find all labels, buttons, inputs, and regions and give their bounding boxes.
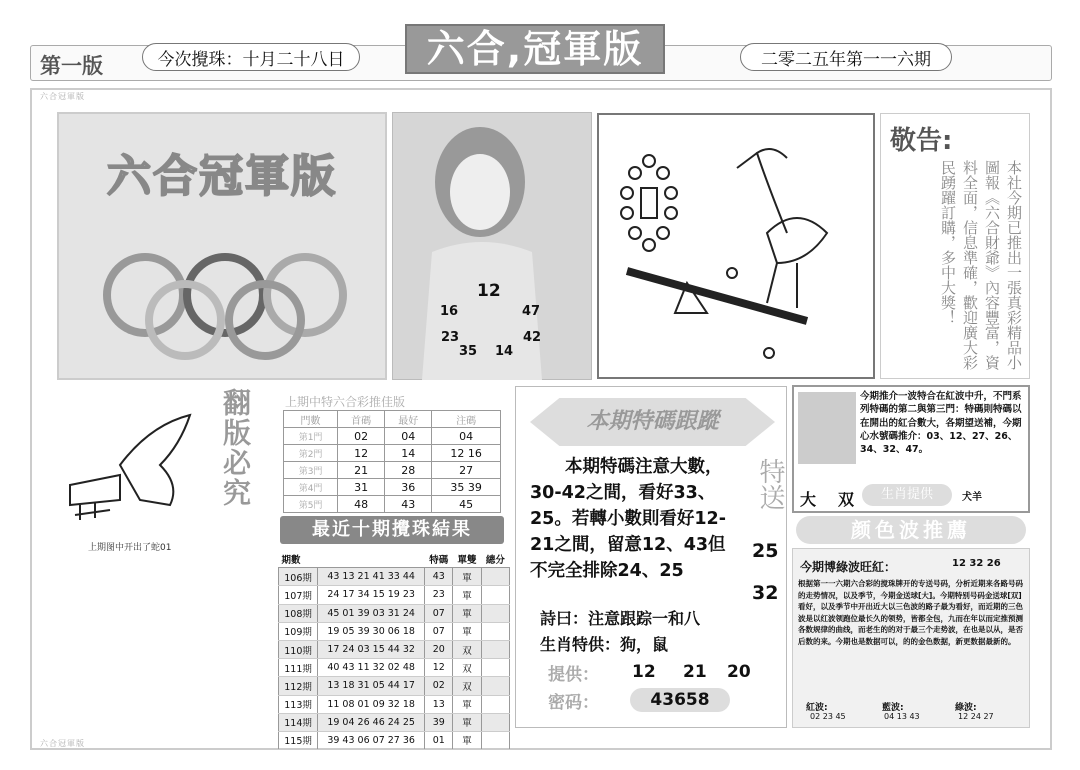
results-header: 期數 — [281, 554, 301, 566]
result-odd-even: 單 — [453, 713, 481, 731]
blue-wave-numbers: 04 13 43 — [884, 712, 920, 721]
result-odd-even: 双 — [453, 677, 481, 695]
grid-table — [283, 410, 501, 513]
grid-cell: 43 — [385, 496, 432, 513]
special-side-number-1: 25 — [752, 540, 779, 562]
result-special: 07 — [425, 604, 453, 622]
olympic-rings-icon — [85, 250, 365, 360]
result-numbers: 39 43 06 07 27 36 — [318, 731, 425, 749]
top-border-text: 六合冠軍版 — [40, 92, 85, 101]
result-special: 13 — [425, 695, 453, 713]
result-odd-even: 單 — [453, 622, 481, 640]
result-odd-even: 單 — [453, 568, 481, 586]
red-wave-label: 紅波: — [806, 703, 828, 713]
draw-date: 今次攪珠：十月二十八日 — [142, 43, 360, 71]
grid-cell: 12 16 — [432, 445, 501, 462]
special-zodiac: 生肖特供：狗，鼠 — [540, 635, 669, 654]
green-wave-label: 綠波: — [955, 703, 977, 713]
result-period: 110期 — [279, 640, 318, 658]
poster-title: 六合冠軍版 — [107, 151, 337, 202]
cartoon-caption: 上期图中开出了蛇01 — [88, 543, 172, 553]
grid-row-label: 第3門 — [284, 462, 338, 479]
grid-row-label: 第1門 — [284, 428, 338, 445]
grid-cell: 02 — [338, 428, 385, 445]
blue-wave-label: 藍波: — [882, 703, 904, 713]
result-numbers: 45 01 39 03 31 24 — [318, 604, 425, 622]
result-odd-even: 双 — [453, 640, 481, 658]
main-title: 六合,冠軍版 — [426, 27, 644, 71]
bottom-border-text: 六合冠軍版 — [40, 739, 85, 748]
grid-header: 注碼 — [432, 411, 501, 428]
grid-cell: 27 — [432, 462, 501, 479]
copyright-text: 翻版必究 — [219, 388, 252, 508]
grid-cell: 35 39 — [432, 479, 501, 496]
results-header: 特碼 — [429, 554, 449, 566]
notice-body: 本社今期已推出一張真彩精品小圖報《六合財爺》內容豐富，資料全面，信息準確，歡迎廣大彩民踴躍訂購，多中大獎！ — [939, 160, 1023, 370]
recent-title: 最近十期攪珠結果 — [312, 519, 472, 540]
grid-header: 門數 — [284, 411, 338, 428]
special-side-label: 特送 — [755, 458, 785, 510]
photo-number-35: 35 — [459, 344, 478, 359]
grid-cell: 48 — [338, 496, 385, 513]
result-numbers: 19 05 39 30 06 18 — [318, 622, 425, 640]
special-banner: 本期特碼跟蹤 — [586, 409, 719, 434]
green-wave-numbers: 12 24 27 — [958, 712, 994, 721]
result-period: 112期 — [279, 677, 318, 695]
result-numbers: 24 17 34 15 19 23 — [318, 586, 425, 604]
grid-row-label: 第2門 — [284, 445, 338, 462]
notice-title: 敬告: — [890, 126, 953, 156]
grid-row-label: 第5門 — [284, 496, 338, 513]
photo-number-47: 47 — [522, 304, 541, 319]
color-wave-head: 今期博綠波旺紅： — [800, 560, 897, 574]
grid-cell: 28 — [385, 462, 432, 479]
results-header: 總分 — [485, 554, 505, 566]
result-odd-even: 双 — [453, 659, 481, 677]
grid-row-label: 第4門 — [284, 479, 338, 496]
color-wave-title: 颜色波推薦 — [851, 518, 971, 542]
photo-number-12: 12 — [477, 281, 501, 301]
photo-number-23: 23 — [441, 330, 460, 345]
result-special: 23 — [425, 586, 453, 604]
grid-cell: 14 — [385, 445, 432, 462]
provide-number: 12 — [632, 662, 656, 682]
result-period: 113期 — [279, 695, 318, 713]
red-wave-numbers: 02 23 45 — [810, 712, 846, 721]
results-header: 單雙 — [457, 554, 477, 566]
small-photo — [798, 392, 856, 464]
result-period: 108期 — [279, 604, 318, 622]
provide-label: 提供： — [548, 665, 599, 685]
grid-cell: 04 — [432, 428, 501, 445]
result-numbers: 11 08 01 09 32 18 — [318, 695, 425, 713]
result-numbers: 40 43 11 32 02 48 — [318, 659, 425, 677]
result-odd-even: 單 — [453, 604, 481, 622]
grid-cell: 04 — [385, 428, 432, 445]
photo-number-14: 14 — [495, 344, 514, 359]
zodiac-value: 犬羊 — [962, 492, 982, 503]
color-wave-body: 根据第一一六期六合彩的搅珠牌开的专送号码，分析近期来各路号码的走势情况，以及季节，今期金送球[大]。今期特别号码金送球[双]看好，以及季节中开出近大以三色波的路子最为看好，而近期的三色波是以红波领跑位最长久的领势，皆都全包，九而在年以而定推预测各数规律的曲线，而老生的的对于最三个走势波，在也是以从，是否后数的来。今期也是数据可以，的的金色数据，新更数据最新的。 — [798, 579, 1023, 646]
result-special: 02 — [425, 677, 453, 695]
result-special: 07 — [425, 622, 453, 640]
result-period: 107期 — [279, 586, 318, 604]
result-special: 20 — [425, 640, 453, 658]
grid-cell: 36 — [385, 479, 432, 496]
result-period: 114期 — [279, 713, 318, 731]
big-label: 大 — [800, 490, 817, 509]
double-label: 双 — [838, 490, 855, 509]
result-numbers: 19 04 26 46 24 25 — [318, 713, 425, 731]
issue-number: 二零二五年第一一六期 — [740, 43, 952, 71]
special-body: 本期特碼注意大數，30-42之間，看好33、25。若轉小數則看好12-21之間，留意12、43但不完全排除24、25 — [530, 457, 726, 581]
zodiac-provide: 生肖提供 — [862, 484, 952, 506]
result-period: 115期 — [279, 731, 318, 749]
recommend-text: 今期推介一波特合在紅波中升，不門系列特碼的第二與第三門：特碼則特碼以在開出的紅合數大，各期望送補，今期心水號碼推介：03、12、27、26、34、32、47。 — [860, 391, 1022, 456]
result-period: 109期 — [279, 622, 318, 640]
result-special: 39 — [425, 713, 453, 731]
result-special: 43 — [425, 568, 453, 586]
result-numbers: 13 18 31 05 44 17 — [318, 677, 425, 695]
result-period: 106期 — [279, 568, 318, 586]
code-label: 密码： — [548, 693, 599, 713]
grid-header: 首碼 — [338, 411, 385, 428]
photo-number-42: 42 — [523, 330, 542, 345]
grid-table-title: 上期中特六合彩推佳版 — [285, 395, 406, 409]
result-special: 12 — [425, 659, 453, 677]
grid-cell: 12 — [338, 445, 385, 462]
grid-cell: 31 — [338, 479, 385, 496]
result-special: 01 — [425, 731, 453, 749]
result-numbers: 43 13 21 41 33 44 — [318, 568, 425, 586]
result-odd-even: 單 — [453, 731, 481, 749]
result-odd-even: 單 — [453, 695, 481, 713]
secret-code: 43658 — [650, 690, 710, 710]
color-wave-head-numbers: 12 32 26 — [952, 558, 1001, 569]
recent-results-table — [278, 550, 510, 750]
edition-label: 第一版 — [40, 53, 103, 78]
result-odd-even: 單 — [453, 586, 481, 604]
grid-cell: 45 — [432, 496, 501, 513]
provide-number: 21 — [683, 662, 707, 682]
photo-number-16: 16 — [440, 304, 459, 319]
special-side-number-2: 32 — [752, 582, 779, 604]
special-poem: 詩曰：注意跟踪一和八 — [540, 609, 701, 628]
grid-cell: 21 — [338, 462, 385, 479]
horse-cartoon-icon — [60, 405, 220, 525]
provide-number: 20 — [727, 662, 751, 682]
grid-header: 最好 — [385, 411, 432, 428]
result-period: 111期 — [279, 659, 318, 677]
result-numbers: 17 24 03 15 44 32 — [318, 640, 425, 658]
crane-seesaw-icon — [597, 113, 875, 379]
girl-figure-icon — [392, 112, 592, 380]
